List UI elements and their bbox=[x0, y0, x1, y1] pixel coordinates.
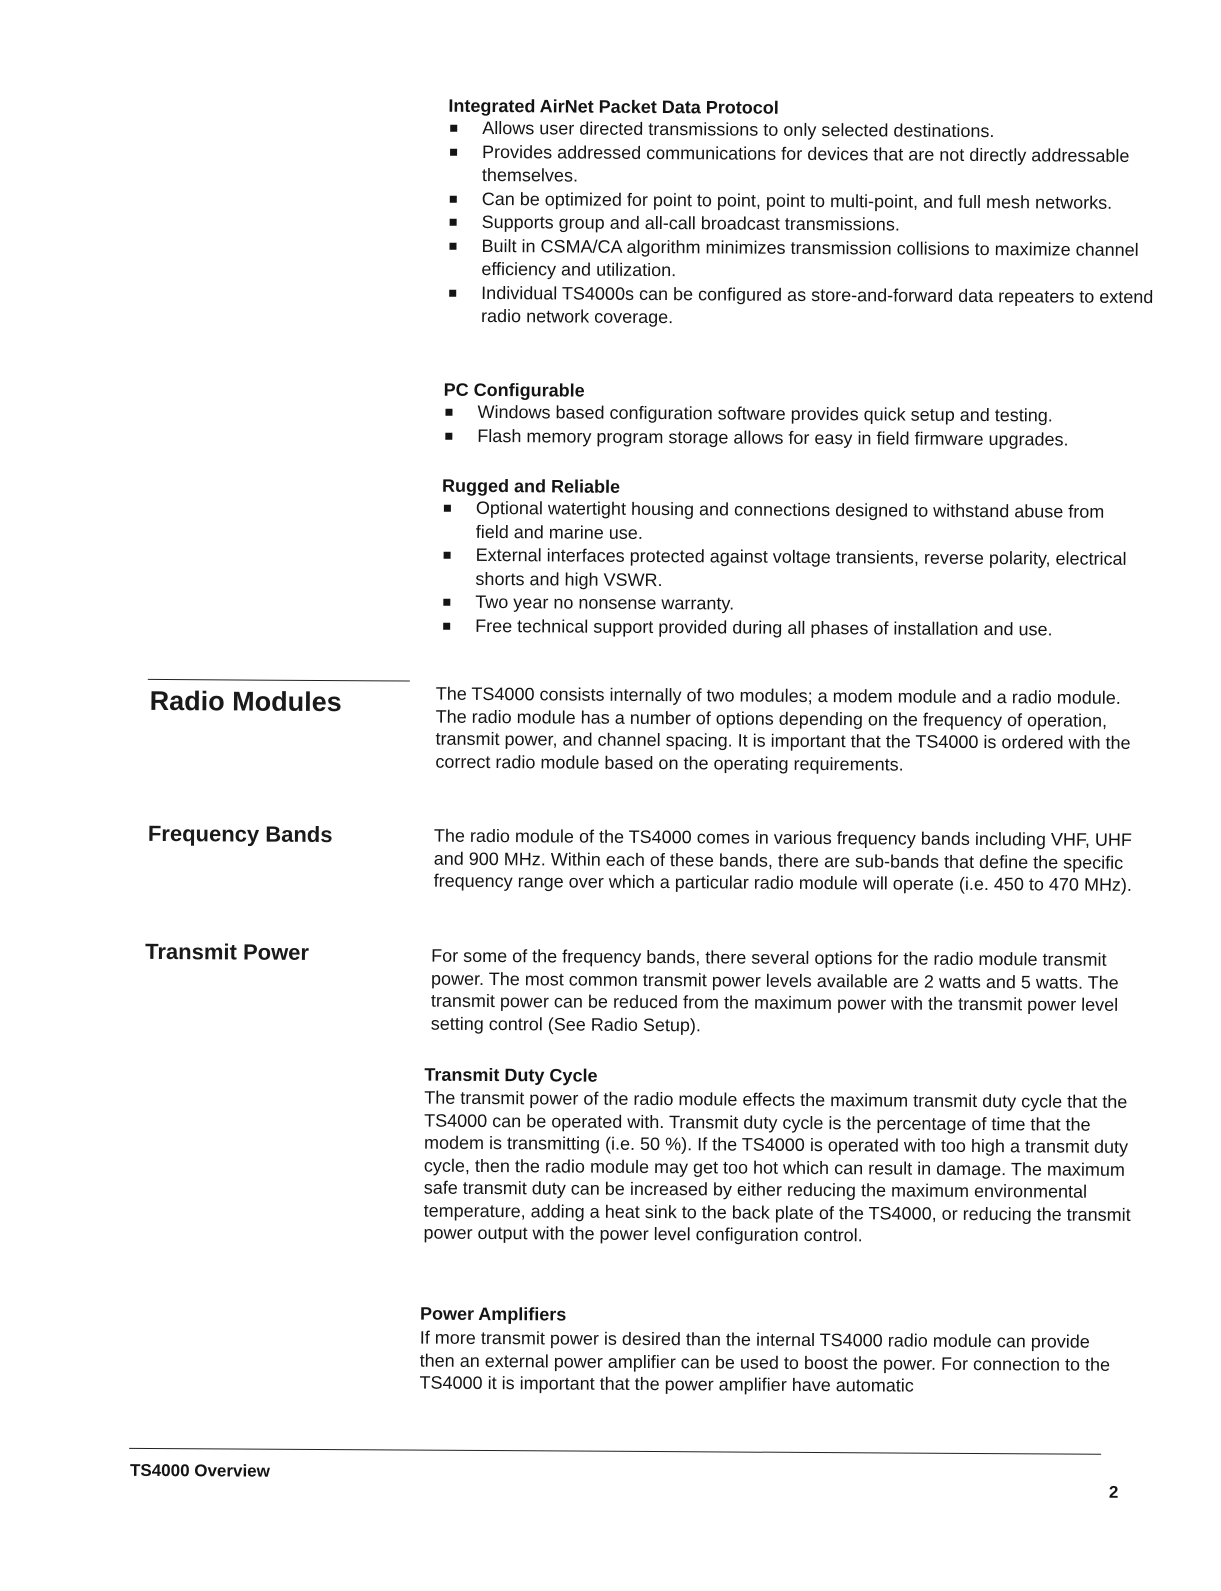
section-divider bbox=[148, 679, 410, 682]
bullet-square-icon bbox=[449, 242, 456, 249]
pc-configurable-section bbox=[443, 379, 1155, 452]
bullet-text: Free technical support provided during all phases of installation and use. bbox=[475, 615, 1053, 639]
bullet-square-icon bbox=[450, 219, 457, 226]
frequency-bands-heading: Frequency Bands bbox=[147, 820, 333, 848]
bullet-square-icon bbox=[443, 622, 450, 629]
transmit-power-paragraph: For some of the frequency bands, there several options for the radio module transmit power. The most common transmit power levels available are 2 watts and 5 watts. The transmit power can be reduced from the maximum power with the transmit power level setting control (See Radio Setup). bbox=[430, 945, 1119, 1035]
bullet-square-icon bbox=[450, 125, 457, 132]
bullet-text: Optional watertight housing and connections designed to withstand abuse from field and marine use. bbox=[475, 497, 1105, 543]
duty-cycle-section bbox=[423, 1064, 1136, 1249]
bullet-text: Supports group and all-call broadcast transmissions. bbox=[481, 211, 900, 235]
bullet-text: Allows user directed transmissions to only selected destinations. bbox=[482, 117, 995, 142]
bullet-item bbox=[447, 234, 1159, 285]
rugged-title: Rugged and Reliable bbox=[441, 475, 621, 497]
bullet-text: Windows based configuration software provides quick setup and testing. bbox=[477, 401, 1053, 426]
bullet-square-icon bbox=[445, 409, 452, 416]
bullet-square-icon bbox=[450, 195, 457, 202]
bullet-square-icon bbox=[445, 432, 452, 439]
pc-configurable-bullet-list bbox=[443, 401, 1155, 452]
power-amplifiers-paragraph: If more transmit power is desired than the internal TS4000 radio module can provide then an external power amplifier can be used to boost the power. For connection to the TS4000 it is important that the power amplifier have automatic bbox=[419, 1327, 1111, 1396]
bullet-item bbox=[441, 614, 1131, 642]
frequency-bands-body bbox=[434, 825, 1134, 897]
radio-modules-body bbox=[435, 683, 1136, 777]
bullet-square-icon bbox=[443, 599, 450, 606]
bullet-item bbox=[442, 497, 1132, 548]
duty-cycle-title: Transmit Duty Cycle bbox=[424, 1064, 598, 1086]
bullet-square-icon bbox=[444, 505, 451, 512]
bullet-text: Can be optimized for point to point, point to multi-point, and full mesh networks. bbox=[481, 188, 1113, 213]
transmit-power-body bbox=[431, 945, 1132, 1039]
bullet-square-icon bbox=[444, 552, 451, 559]
power-amplifiers-title: Power Amplifiers bbox=[419, 1303, 567, 1325]
rugged-section bbox=[441, 475, 1132, 642]
bullet-text: Individual TS4000s can be configured as store-and-forward data repeaters to extend radio network coverage. bbox=[481, 282, 1154, 328]
airnet-section bbox=[447, 95, 1160, 333]
bullet-square-icon bbox=[450, 148, 457, 155]
bullet-text: External interfaces protected against voltage transients, reverse polarity, electrical shorts and high VSWR. bbox=[475, 544, 1127, 590]
bullet-item bbox=[447, 281, 1159, 332]
bullet-item bbox=[441, 544, 1131, 595]
bullet-text: Built in CSMA/CA algorithm minimizes transmission collisions to maximize channel efficiency and utilization. bbox=[481, 235, 1139, 281]
frequency-bands-paragraph: The radio module of the TS4000 comes in various frequency bands including VHF, UHF and 900 MHz. Within each of these bands, there are sub-bands that define the specific frequency range over which a particular radio module will operate (i.e. 450 to 470 MHz). bbox=[433, 825, 1133, 895]
bullet-text: Two year no nonsense warranty. bbox=[475, 591, 735, 614]
radio-modules-paragraph: The TS4000 consists internally of two modules; a modem module and a radio module. The radio module has a number of options depending on the frequency of operation, transmit power, and channel spacing. It is important that the TS4000 is ordered with the correct radio module based on the operating requirements. bbox=[435, 683, 1131, 775]
duty-cycle-paragraph: The transmit power of the radio module effects the maximum transmit duty cycle that the TS4000 can be operated with. Transmit duty cycle is the percentage of time that the modem is transmitting (i.e. 50 %). If the TS4000 is operated with too high a transmit duty cycle, then the radio module may get too hot which can result in damage. The maximum safe transmit duty can be increased by either reducing the maximum environmental temperature, adding a heat sink to the back plate of the TS4000, or reducing the transmit power output with the power level configuration control. bbox=[423, 1087, 1131, 1246]
bullet-text: Flash memory program storage allows for easy in field firmware upgrades. bbox=[477, 425, 1069, 450]
footer-rule bbox=[129, 1448, 1101, 1455]
footer-title: TS4000 Overview bbox=[129, 1460, 270, 1481]
airnet-title: Integrated AirNet Packet Data Protocol bbox=[448, 95, 779, 118]
power-amplifiers-section bbox=[419, 1303, 1120, 1399]
transmit-power-heading: Transmit Power bbox=[145, 938, 310, 965]
rugged-bullet-list bbox=[441, 497, 1132, 642]
bullet-item bbox=[443, 424, 1155, 452]
bullet-square-icon bbox=[449, 289, 456, 296]
radio-modules-heading: Radio Modules bbox=[149, 685, 342, 718]
bullet-text: Provides addressed communications for devices that are not directly addressable themselves. bbox=[481, 141, 1130, 186]
bullet-item bbox=[448, 140, 1160, 191]
pc-configurable-title: PC Configurable bbox=[443, 379, 585, 401]
airnet-bullet-list bbox=[447, 117, 1160, 333]
page-number: 2 bbox=[1108, 1482, 1119, 1502]
